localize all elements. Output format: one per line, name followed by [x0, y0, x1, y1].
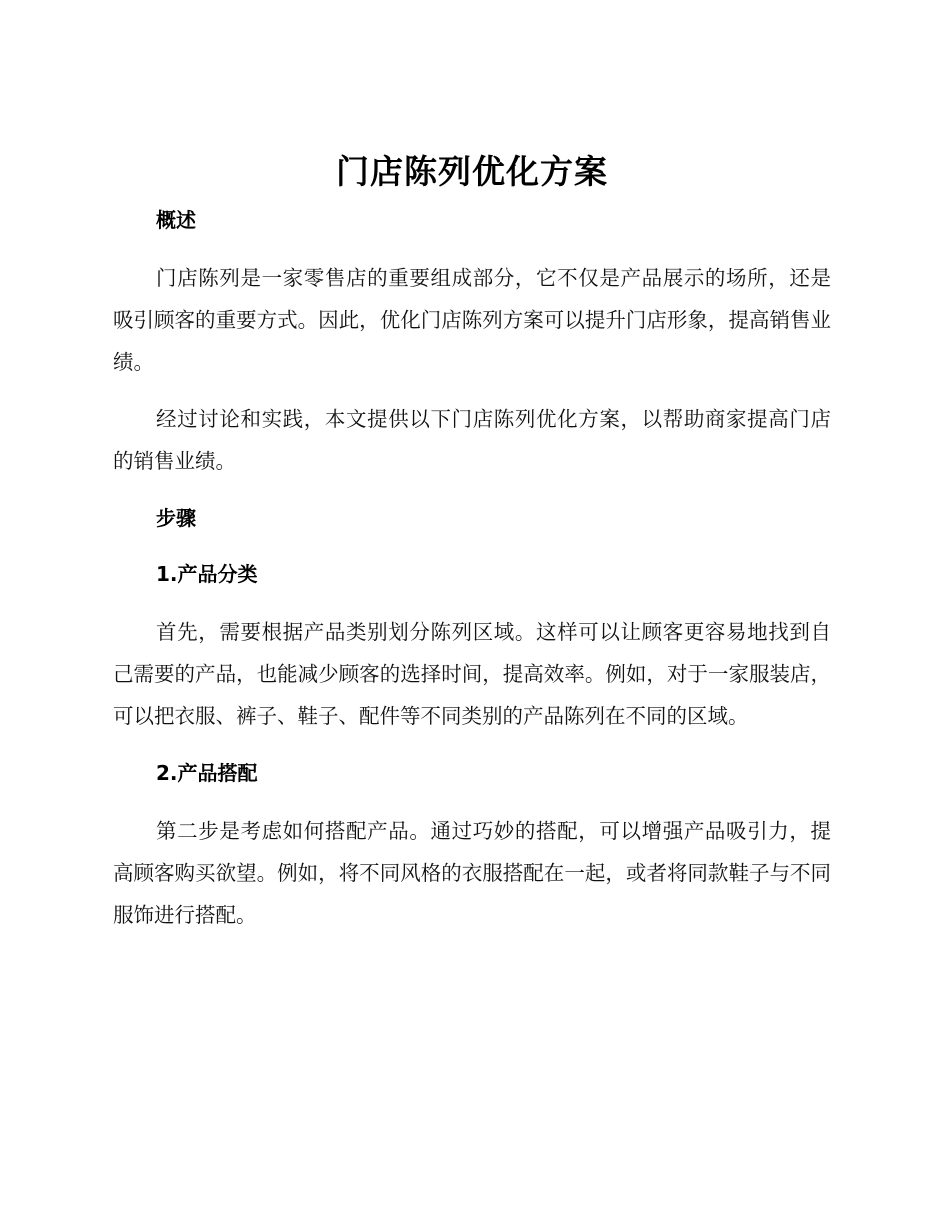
section-heading-overview: 概述	[156, 208, 196, 232]
subheading-step-1: 1.产品分类	[156, 562, 258, 586]
section-heading-steps: 步骤	[156, 506, 196, 530]
paragraph-overview-1: 门店陈列是一家零售店的重要组成部分，它不仅是产品展示的场所，还是吸引顾客的重要方式。因此，优化门店陈列方案可以提升门店形象，提高销售业绩。	[113, 266, 831, 374]
paragraph-overview-2: 经过讨论和实践，本文提供以下门店陈列优化方案，以帮助商家提高门店的销售业绩。	[113, 407, 831, 473]
subheading-step-2: 2.产品搭配	[156, 761, 258, 785]
document-body	[113, 150, 831, 936]
paragraph-step-1: 首先，需要根据产品类别划分陈列区域。这样可以让顾客更容易地找到自己需要的产品，也能减少顾客的选择时间，提高效率。例如，对于一家服装店，可以把衣服、裤子、鞋子、配件等不同类别的产品陈列在不同的区域。	[113, 620, 831, 728]
paragraph-step-2: 第二步是考虑如何搭配产品。通过巧妙的搭配，可以增强产品吸引力，提高顾客购买欲望。例如，将不同风格的衣服搭配在一起，或者将同款鞋子与不同服饰进行搭配。	[113, 819, 831, 927]
page-title: 门店陈列优化方案	[336, 152, 608, 191]
